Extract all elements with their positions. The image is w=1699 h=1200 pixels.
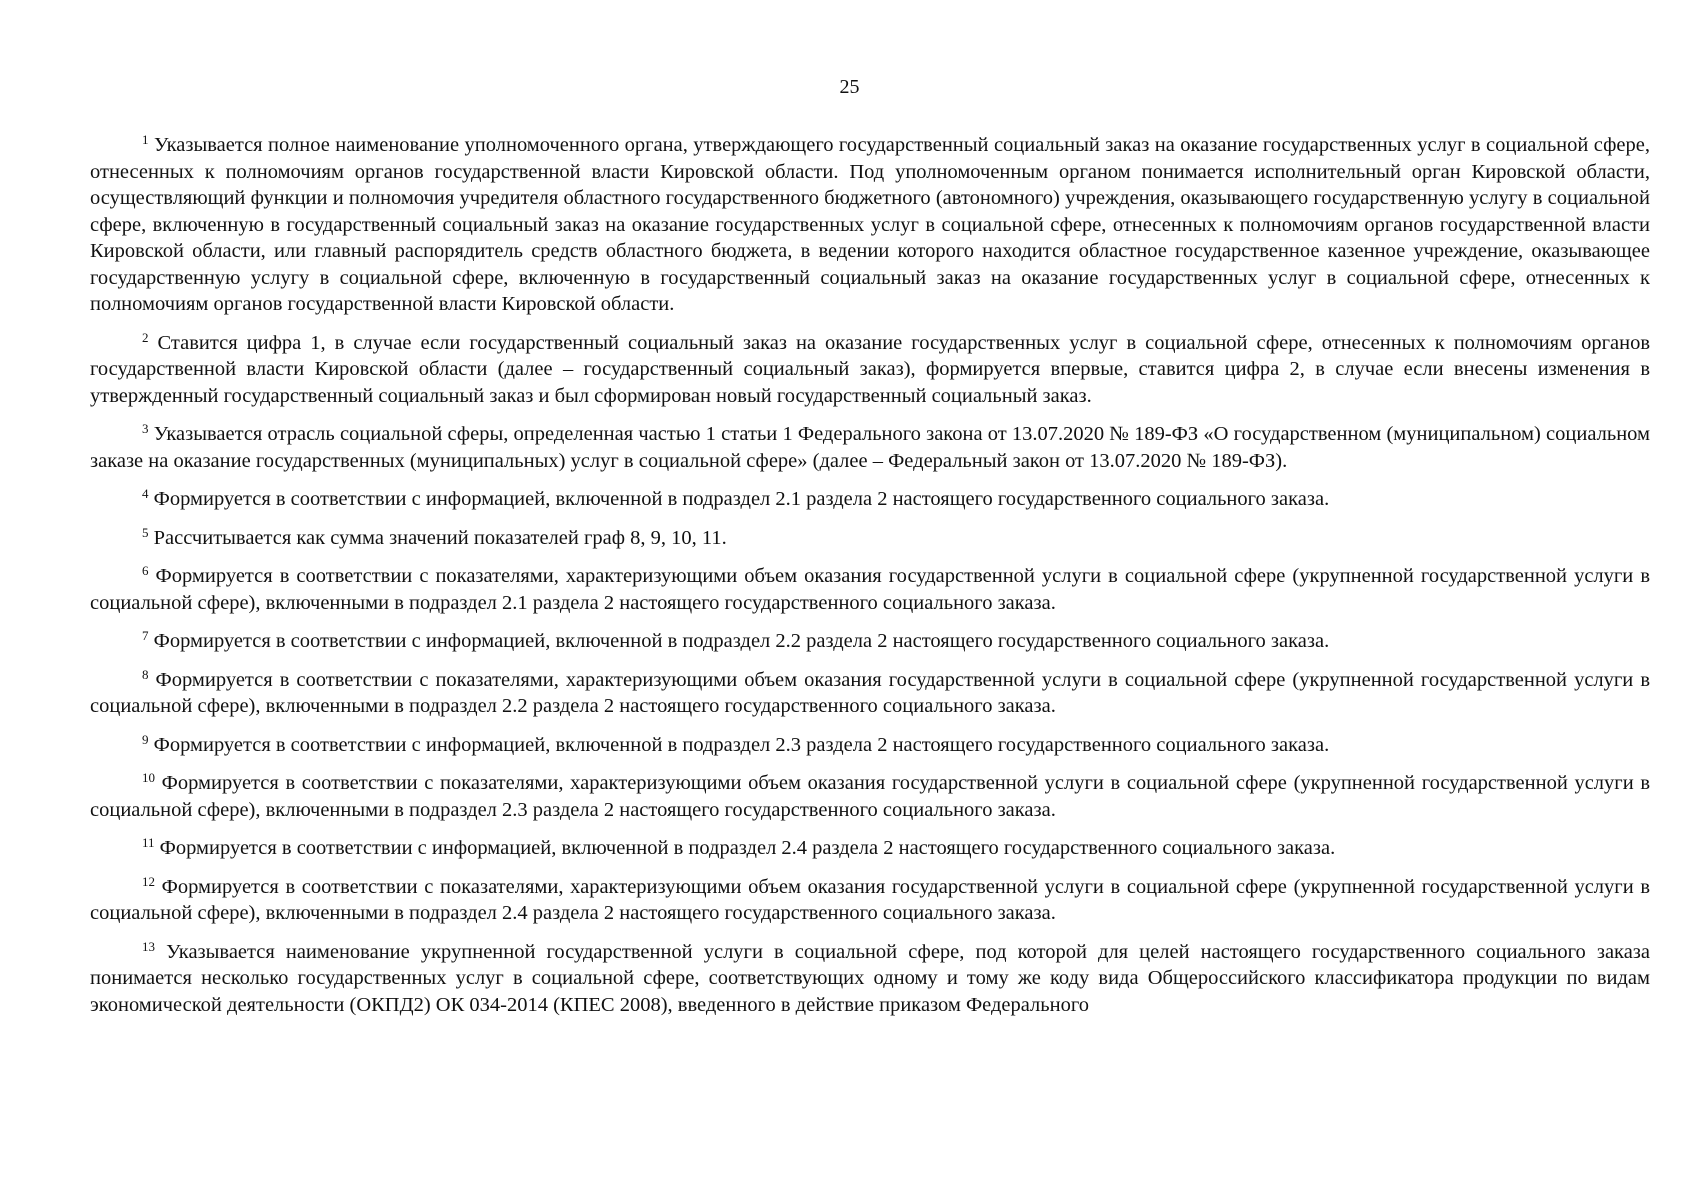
footnote-text: Формируется в соответствии с показателями, характеризующими объем оказания государственной услуги в социальной сфере (укрупненной государственной услуги в социальной сфере), включенными в подраздел 2.1 раздела 2 настоящего государственного социального заказа. — [90, 565, 1650, 614]
footnote-marker: 10 — [142, 770, 155, 785]
footnote-marker: 2 — [142, 329, 149, 345]
footnote-text: Формируется в соответствии с показателями, характеризующими объем оказания государственной услуги в социальной сфере (укрупненной государственной услуги в социальной сфере), включенными в подраздел 2.2 раздела 2 настоящего государственного социального заказа. — [90, 668, 1650, 717]
footnote-4 — [90, 486, 1650, 513]
page-number: 25 — [839, 76, 860, 98]
footnotes-list — [90, 132, 1650, 1030]
footnote-2 — [90, 330, 1650, 410]
footnote-marker: 5 — [142, 524, 149, 540]
footnote-text: Формируется в соответствии с показателями, характеризующими объем оказания государственной услуги в социальной сфере (укрупненной государственной услуги в социальной сфере), включенными в подраздел 2.3 раздела 2 настоящего государственного социального заказа. — [90, 772, 1651, 821]
footnote-9 — [90, 732, 1650, 759]
footnote-marker: 9 — [142, 731, 149, 747]
footnote-text: Формируется в соответствии с информацией, включенной в подраздел 2.3 раздела 2 настоящего государственного социального заказа. — [153, 733, 1330, 756]
footnote-marker: 7 — [142, 628, 149, 643]
footnote-10 — [90, 770, 1650, 823]
footnote-3 — [90, 421, 1650, 474]
footnote-text: Указывается полное наименование уполномоченного органа, утверждающего государственный социальный заказ на оказание государственных услуг в социальной сфере, отнесенных к полномочиям органов государственной власти Кировской области. Под уполномоченным органом понимается исполнительный орган Кировской области, осуществляющий функции и полномочия учредителя областного государственного бюджетного (автономного) учреждения, оказывающего государственную услугу в социальной сфере, включенную в государственный социальный заказ на оказание государственных услуг в социальной сфере, отнесенных к полномочиям органов государственной власти Кировской области, или главный распорядитель средств областного бюджета, в ведении которого находится областное государственное казенное учреждение, оказывающее государственную услугу в социальной сфере, включенную в государственный социальный заказ на оказание государственных услуг в социальной сфере, отнесенных к полномочиям органов государственной власти Кировской области. — [90, 134, 1650, 315]
footnote-marker: 8 — [142, 666, 149, 682]
footnote-marker: 11 — [142, 835, 155, 850]
footnote-text: Указывается наименование укрупненной государственной услуги в социальной сфере, под которой для целей настоящего государственного социального заказа понимается несколько государственных услуг в социальной сфере, соответствующих одному и тому же коду вида Общероссийского классификатора продукции по видам экономической деятельности (ОКПД2) ОК 034-2014 (КПЕС 2008), введенного в действие приказом Федерального — [90, 940, 1650, 1016]
footnote-text: Ставится цифра 1, в случае если государственный социальный заказ на оказание государственных услуг в социальной сфере, отнесенных к полномочиям органов государственной власти Кировской области (далее – государственный социальный заказ), формируется впервые, ставится цифра 2, в случае если внесены изменения в утвержденный государственный социальный заказ и был сформирован новый государственный социальный заказ. — [90, 331, 1651, 407]
footnote-12 — [90, 874, 1650, 927]
footnote-7 — [90, 628, 1650, 655]
footnote-6 — [90, 563, 1650, 616]
footnote-marker: 1 — [142, 132, 149, 147]
footnote-text: Формируется в соответствии с информацией, включенной в подраздел 2.2 раздела 2 настоящего государственного социального заказа. — [153, 630, 1330, 652]
footnote-text: Указывается отрасль социальной сферы, определенная частью 1 статьи 1 Федерального закона от 13.07.2020 № 189-ФЗ «О государственном (муниципальном) социальном заказе на оказание государственных (муниципальных) услуг в социальной сфере» (далее – Федеральный закон от 13.07.2020 № 189-ФЗ). — [90, 423, 1650, 472]
footnote-11 — [90, 835, 1650, 862]
footnote-marker: 13 — [142, 938, 155, 954]
footnote-text: Формируется в соответствии с показателями, характеризующими объем оказания государственной услуги в социальной сфере (укрупненной государственной услуги в социальной сфере), включенными в подраздел 2.4 раздела 2 настоящего государственного социального заказа. — [90, 875, 1651, 924]
footnote-8 — [90, 667, 1650, 720]
footnote-13 — [90, 939, 1650, 1019]
footnote-marker: 6 — [142, 563, 149, 578]
footnote-marker: 3 — [142, 421, 149, 436]
footnote-1 — [90, 132, 1650, 318]
footnote-marker: 4 — [142, 486, 149, 501]
footnote-text: Рассчитывается как сумма значений показателей граф 8, 9, 10, 11. — [153, 526, 727, 549]
footnote-marker: 12 — [142, 873, 155, 889]
footnote-text: Формируется в соответствии с информацией, включенной в подраздел 2.4 раздела 2 настоящего государственного социального заказа. — [159, 837, 1336, 859]
footnote-text: Формируется в соответствии с информацией, включенной в подраздел 2.1 раздела 2 настоящего государственного социального заказа. — [153, 488, 1330, 510]
footnote-5 — [90, 525, 1650, 552]
